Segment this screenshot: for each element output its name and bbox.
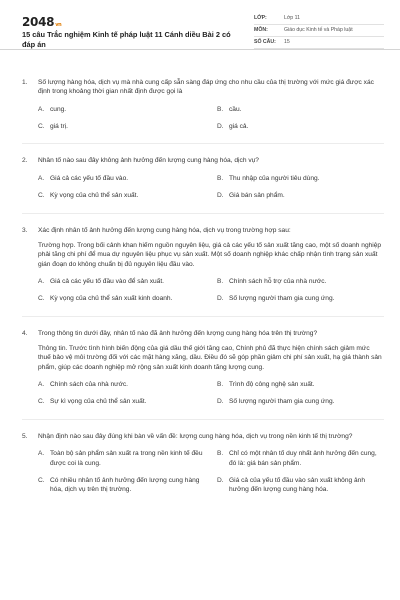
option-c[interactable]	[38, 294, 205, 303]
option-letter: B.	[217, 381, 224, 389]
option-text: Sự kì vọng của chủ thể sản xuất.	[50, 398, 147, 406]
option-text: cung.	[50, 105, 67, 113]
option-text: Chính sách của nhà nước.	[50, 381, 129, 389]
option-a[interactable]	[38, 105, 205, 114]
question-divider	[22, 419, 384, 420]
question-text: Nhân tố nào sau đây không ảnh hưởng đến lượng cung hàng hóa, dịch vụ?	[38, 157, 259, 165]
option-letter: C.	[38, 295, 45, 303]
option-letter: B.	[217, 450, 224, 458]
option-letter: C.	[38, 476, 45, 484]
logo-suffix: vn	[55, 22, 62, 28]
option-text: Số lượng người tham gia cung ứng.	[229, 295, 335, 303]
option-text: Kỳ vọng của chủ thể sản xuất kinh doanh.	[50, 295, 173, 303]
option-letter: D.	[217, 398, 224, 406]
question-number: 3.	[22, 226, 28, 234]
option-letter: C.	[38, 192, 45, 200]
question-passage: Thông tin. Trước tình hình biến động của giá dầu thế giới tăng cao, Chính phủ đã thực hiện chính sách giảm mức thuế bảo vệ môi trường đối với các mặt hàng xăng, dầu. Điều đó sẽ góp phần giảm chi phí sản xuất, hạ giá thành sản phẩm, giúp các doanh nghiệp mở rộng sản xuất kinh doanh tăng lượng cung.	[38, 345, 382, 371]
option-b[interactable]	[217, 105, 384, 114]
option-list	[38, 174, 384, 201]
option-text: Giá cả các yếu tố đầu vào.	[50, 174, 129, 182]
option-d[interactable]	[217, 191, 384, 200]
option-letter: A.	[38, 174, 45, 182]
document-title: 15 câu Trắc nghiệm Kinh tế pháp luật 11 Cánh diều Bài 2 có đáp án	[22, 30, 231, 49]
question-list	[22, 78, 384, 507]
option-text: Thu nhập của người tiêu dùng.	[229, 174, 320, 182]
meta-key: MÔN:	[254, 26, 268, 33]
question-divider	[22, 213, 384, 214]
option-text: giá cả.	[229, 123, 249, 131]
question-2	[22, 156, 384, 200]
option-letter: C.	[38, 123, 45, 131]
question-1	[22, 78, 384, 131]
option-text: Trình độ công nghệ sản xuất.	[229, 381, 315, 389]
option-d[interactable]	[217, 397, 384, 406]
option-letter: D.	[217, 123, 224, 131]
option-list	[38, 380, 384, 407]
question-divider	[22, 143, 384, 144]
option-letter: D.	[217, 192, 224, 200]
option-list	[38, 105, 384, 132]
option-a[interactable]	[38, 449, 205, 468]
option-text: Số lượng người tham gia cung ứng.	[229, 398, 335, 406]
question-number: 1.	[22, 79, 28, 86]
logo-text: 2048	[22, 15, 55, 29]
option-letter: D.	[217, 476, 224, 484]
question-5	[22, 432, 384, 495]
meta-key: SỐ CÂU:	[254, 38, 276, 45]
option-a[interactable]	[38, 380, 205, 389]
question-text: Trong thông tin dưới đây, nhân tố nào đã ảnh hưởng đến lượng cung hàng hóa trên thị trường?	[38, 329, 318, 337]
option-letter: B.	[217, 174, 224, 182]
option-letter: A.	[38, 450, 45, 458]
option-text: Giá cả của yếu tố đầu vào sản xuất không ảnh hưởng đến lượng cung hàng hóa.	[229, 476, 365, 494]
question-divider	[22, 316, 384, 317]
option-text: Chỉ có một nhân tố duy nhất ảnh hưởng đến cung, đó là: giá bán sản phẩm.	[229, 450, 377, 467]
option-letter: C.	[38, 398, 45, 406]
meta-row-class	[254, 13, 384, 25]
option-letter: A.	[38, 277, 45, 285]
meta-value: Lớp 11	[284, 14, 300, 21]
option-c[interactable]	[38, 476, 205, 495]
option-letter: B.	[217, 277, 224, 285]
meta-row-count	[254, 37, 384, 49]
option-text: Chính sách hỗ trợ của nhà nước.	[229, 277, 327, 285]
question-passage: Trường hợp. Trong bối cảnh khan hiếm nguồn nguyên liệu, giá cả các yếu tố sản xuất tăng cao, một số doanh nghiệp phải tăng chi phí để mua dự nguyên liệu phục vụ sản xuất. Một số doanh nghiệp khác chấp nhận tình trạng sản xuất gián đoạn do không chuẩn bị đủ nguyên liệu đầu vào.	[38, 241, 382, 268]
option-text: Giá cả các yếu tố đầu vào để sản xuất.	[50, 277, 164, 285]
option-d[interactable]	[217, 294, 384, 303]
question-number: 4.	[22, 329, 28, 337]
option-text: cầu.	[229, 105, 242, 113]
option-text: Toàn bộ sản phẩm sản xuất ra trong nền kinh tế đều được coi là cung.	[50, 450, 203, 467]
question-3	[22, 226, 384, 304]
question-number: 2.	[22, 157, 28, 165]
meta-value: Giáo dục Kinh tế và Pháp luật	[284, 26, 353, 33]
meta-row-subject	[254, 25, 384, 37]
option-b[interactable]	[217, 380, 384, 389]
option-text: Có nhiều nhân tố ảnh hưởng đến lượng cung hàng hóa, dịch vụ trên thị trường.	[50, 476, 200, 494]
option-letter: B.	[217, 105, 224, 113]
option-text: giá trị.	[50, 123, 68, 131]
option-a[interactable]	[38, 277, 205, 286]
option-c[interactable]	[38, 397, 205, 406]
option-b[interactable]	[217, 174, 384, 183]
question-text: Xác định nhân tố ảnh hưởng đến lượng cung hàng hóa, dịch vụ trong trường hợp sau:	[38, 226, 291, 234]
option-b[interactable]	[217, 277, 384, 286]
option-text: Kỳ vọng của chủ thể sản xuất.	[50, 192, 139, 200]
question-4	[22, 329, 384, 407]
option-text: Giá bán sản phẩm.	[229, 192, 285, 200]
document-meta	[254, 13, 384, 49]
option-b[interactable]	[217, 449, 384, 468]
option-letter: A.	[38, 381, 45, 389]
question-text: Nhận định nào sau đây đúng khi bàn về vấn đề: lượng cung hàng hóa, dịch vụ trong nền kinh tế thị trường?	[38, 432, 353, 440]
option-letter: A.	[38, 105, 45, 113]
question-text: Số lượng hàng hóa, dịch vụ mà nhà cung cấp sẵn sàng đáp ứng cho nhu cầu của thị trường với mức giá được xác định trong khoảng thời gian nhất định được gọi là	[38, 79, 374, 96]
site-logo[interactable]	[22, 14, 61, 31]
question-number: 5.	[22, 432, 28, 440]
option-letter: D.	[217, 295, 224, 303]
document-header	[0, 0, 400, 50]
meta-value: 15	[284, 38, 290, 45]
option-a[interactable]	[38, 174, 205, 183]
option-list	[38, 449, 384, 494]
option-c[interactable]	[38, 191, 205, 200]
option-c[interactable]	[38, 122, 205, 131]
option-d[interactable]	[217, 476, 384, 495]
option-list	[38, 277, 384, 304]
meta-key: LỚP:	[254, 14, 267, 21]
option-d[interactable]	[217, 122, 384, 131]
